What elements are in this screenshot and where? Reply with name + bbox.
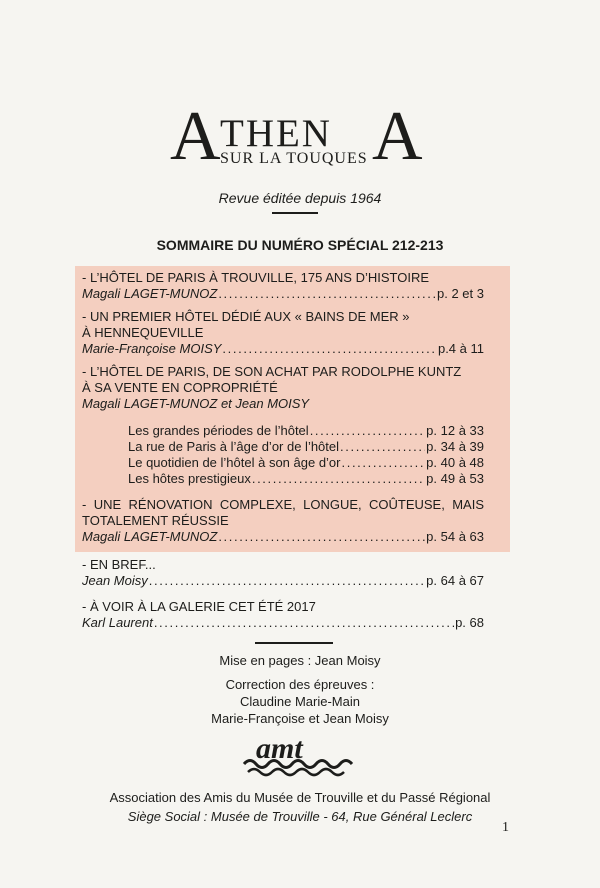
association-logo bbox=[238, 734, 358, 783]
article-author: Magali LAGET-MUNOZ bbox=[82, 286, 218, 301]
subsection-pages: p. 34 à 39 bbox=[426, 439, 484, 454]
article-title-line: - UNE RÉNOVATION COMPLEXE, LONGUE, COÛTEUSE, MAIS bbox=[82, 497, 484, 512]
article-author-row bbox=[82, 573, 484, 589]
article-title-line: À HENNEQUEVILLE bbox=[82, 325, 204, 340]
subsection-pages: p. 12 à 33 bbox=[426, 423, 484, 438]
article-title-line: TOTALEMENT RÉUSSIE bbox=[82, 513, 229, 528]
dot-leader bbox=[154, 615, 454, 631]
dot-leader bbox=[310, 423, 425, 439]
article-pages: p.4 à 11 bbox=[437, 341, 484, 356]
dot-leader bbox=[218, 529, 425, 545]
article-title-line: - L’HÔTEL DE PARIS, DE SON ACHAT PAR RODOLPHE KUNTZ bbox=[82, 364, 462, 379]
summary-title: SOMMAIRE DU NUMÉRO SPÉCIAL 212-213 bbox=[156, 237, 444, 253]
divider-bottom bbox=[255, 642, 333, 644]
dot-leader bbox=[342, 455, 426, 471]
credits bbox=[0, 652, 600, 727]
subsection-label: Le quotidien de l’hôtel à son âge d’or bbox=[128, 455, 341, 470]
masthead-big-a-left: A bbox=[170, 98, 221, 175]
subsection-label: La rue de Paris à l’âge d’or de l’hôtel bbox=[128, 439, 340, 454]
article-pages: p. 68 bbox=[455, 615, 484, 630]
article-author: Magali LAGET-MUNOZ bbox=[82, 529, 218, 544]
page-number: 1 bbox=[502, 820, 509, 835]
subsection-list bbox=[128, 423, 484, 487]
subsection-pages: p. 40 à 48 bbox=[426, 455, 484, 470]
article-3 bbox=[82, 364, 484, 487]
article-5 bbox=[82, 557, 484, 589]
masthead-subtitle: SUR LA TOUQUES bbox=[220, 150, 368, 167]
article-4 bbox=[82, 497, 484, 545]
subsection-row bbox=[128, 423, 484, 439]
article-pages: p. 2 et 3 bbox=[437, 286, 484, 301]
logo-text: amt bbox=[256, 734, 303, 765]
masthead-big-a-right: A bbox=[372, 98, 423, 175]
divider-top bbox=[272, 212, 318, 214]
article-author: Karl Laurent bbox=[82, 615, 153, 630]
article-author-row bbox=[82, 286, 484, 302]
subsection-pages: p. 49 à 53 bbox=[426, 471, 484, 486]
article-title-line: - À VOIR À LA GALERIE CET ÉTÉ 2017 bbox=[82, 599, 316, 614]
subsection-row bbox=[128, 455, 484, 471]
article-author-row bbox=[82, 615, 484, 631]
tagline: Revue éditée depuis 1964 bbox=[218, 190, 382, 206]
dot-leader bbox=[222, 341, 437, 357]
article-author: Jean Moisy bbox=[82, 573, 148, 588]
article-author-row bbox=[82, 341, 484, 357]
article-title-line: À SA VENTE EN COPROPRIÉTÉ bbox=[82, 380, 278, 395]
proofreaders-line-2: Marie-Françoise et Jean Moisy bbox=[211, 711, 389, 726]
dot-leader bbox=[149, 573, 425, 589]
subsection-label: Les hôtes prestigieux bbox=[128, 471, 251, 486]
article-title-line: - L’HÔTEL DE PARIS À TROUVILLE, 175 ANS D’HISTOIRE bbox=[82, 270, 430, 285]
dot-leader bbox=[340, 439, 425, 455]
subsection-label: Les grandes périodes de l’hôtel bbox=[128, 423, 309, 438]
article-title-line: - EN BREF... bbox=[82, 557, 156, 572]
layout-credit: Mise en pages : Jean Moisy bbox=[219, 653, 381, 668]
dot-leader bbox=[218, 286, 436, 302]
article-author: Marie-Françoise MOISY bbox=[82, 341, 222, 356]
dot-leader bbox=[252, 471, 425, 487]
table-of-contents bbox=[82, 270, 484, 638]
article-author-row bbox=[82, 529, 484, 545]
masthead bbox=[0, 98, 600, 182]
subsection-row bbox=[128, 439, 484, 455]
proofreaders-line-1: Claudine Marie-Main bbox=[240, 694, 360, 709]
subsection-row bbox=[128, 471, 484, 487]
article-6 bbox=[82, 599, 484, 631]
association-name: Association des Amis du Musée de Trouville et du Passé Régional bbox=[109, 790, 491, 805]
article-pages: p. 54 à 63 bbox=[426, 529, 484, 544]
article-2 bbox=[82, 309, 484, 357]
article-title-line: - UN PREMIER HÔTEL DÉDIÉ AUX « BAINS DE MER » bbox=[82, 309, 410, 324]
masthead-middle-word: THEN bbox=[220, 112, 332, 155]
article-author: Magali LAGET-MUNOZ et Jean MOISY bbox=[82, 396, 310, 411]
article-pages: p. 64 à 67 bbox=[426, 573, 484, 588]
head-office: Siège Social : Musée de Trouville - 64, Rue Général Leclerc bbox=[127, 809, 473, 824]
article-1 bbox=[82, 270, 484, 302]
proofreading-label: Correction des épreuves : bbox=[225, 677, 375, 692]
